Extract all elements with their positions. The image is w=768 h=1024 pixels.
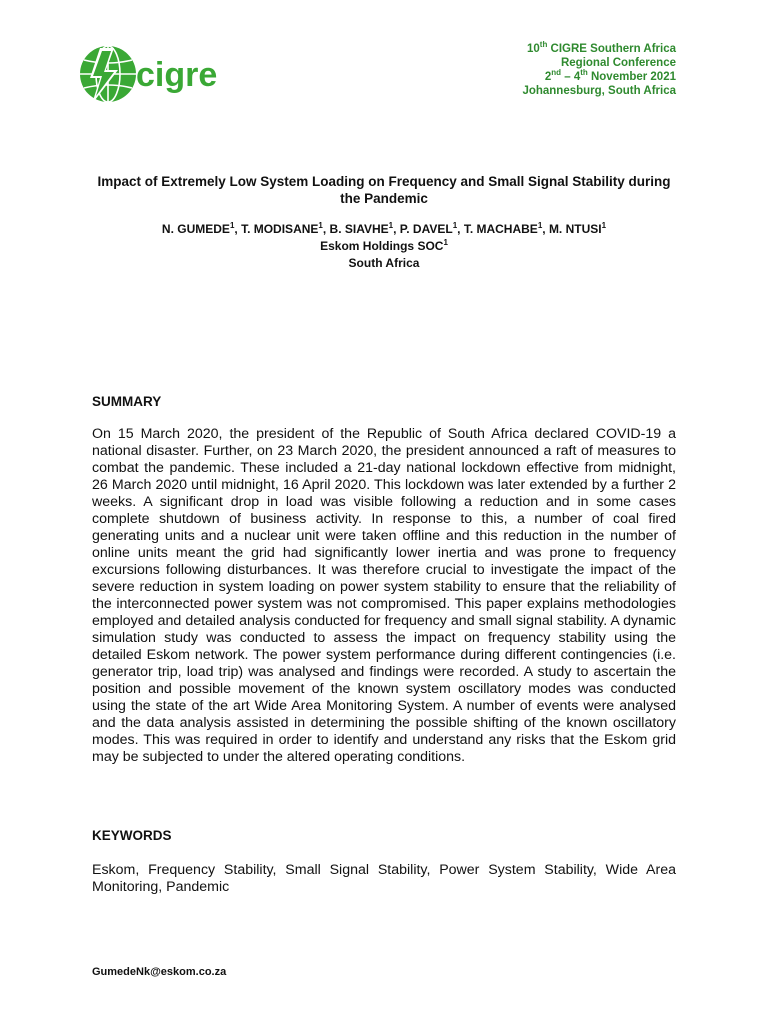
summary-text: On 15 March 2020, the president of the Republic of South Africa declared COVID-19 a national disaster. Further, on 23 March 2020, the president announced a raft of measures to combat the pandemic. These included a 21-day national lockdown effective from midnight, 26 March 2020 until midnight, 16 April 2020. This lockdown was later extended by a further 2 weeks. A significant drop in load was visible following a reduction and in some cases complete shutdown of business activity. In response to this, a number of coal fired generating units and a nuclear unit were taken offline and this reduction in the number of online units meant the grid had significantly lower inertia and was prone to frequency excursions following disturbances. It was therefore crucial to investigate the impact of the severe reduction in system loading on power system stability to ensure that the reliability of the interconnected power system was not compromised. This paper explains methodologies employed and detailed analysis conducted for frequency and small signal stability. A dynamic simulation study was conducted to assess the impact on frequency stability using the detailed Eskom network. The power system performance during different contingencies (i.e. generator trip, load trip) was analysed and findings were recorded. A study to ascertain the position and possible movement of the known system oscillatory modes was conducted using the state of the art Wide Area Monitoring System. A number of events were analysed and the data analysis assisted in determining the possible shifting of the known oscillatory modes. This was required in order to identify and understand any risks that the Eskom grid may be subjected to under the altered operating conditions. [92, 426, 676, 765]
keywords-heading: KEYWORDS [92, 828, 172, 843]
keywords-text: Eskom, Frequency Stability, Small Signal Stability, Power System Stability, Wide Area Monitoring, Pandemic [92, 862, 676, 895]
logo-wordmark: cigre [136, 56, 218, 94]
author-list: N. GUMEDE$^1$, T. MODISANE$^1$, B. SIAVHE$^1$, P. DAVEL$^1$, T. MACHABE$^1$, M. NTUSI$^1$ [161, 221, 607, 236]
author: N. GUMEDE$^1$ [161, 221, 235, 236]
author: B. SIAVHE$^1$ [329, 221, 394, 236]
cigre-logo [78, 44, 228, 106]
authors-block [92, 221, 676, 272]
conference-line-2: Regional Conference [560, 57, 676, 69]
affiliation: Eskom Holdings SOC$^1$ [320, 238, 448, 253]
summary-heading: SUMMARY [92, 394, 162, 409]
conference-info [522, 42, 676, 98]
author: M. NTUSI$^1$ [548, 221, 607, 236]
conference-line-1: 10th CIGRE Southern Africa [526, 40, 676, 55]
author: T. MODISANE$^1$ [241, 221, 323, 236]
author: T. MACHABE$^1$ [463, 221, 543, 236]
author: P. DAVEL$^1$ [399, 221, 458, 236]
cigre-globe-icon [78, 44, 228, 106]
conference-location: Johannesburg, South Africa [522, 85, 676, 97]
paper-title: Impact of Extremely Low System Loading on Frequency and Small Signal Stability during the Pandemic [97, 174, 671, 206]
conference-dates: 2nd – 4th November 2021 [544, 68, 676, 83]
affiliation-country: South Africa [348, 256, 420, 270]
author-email: GumedeNk@eskom.co.za [92, 966, 227, 978]
